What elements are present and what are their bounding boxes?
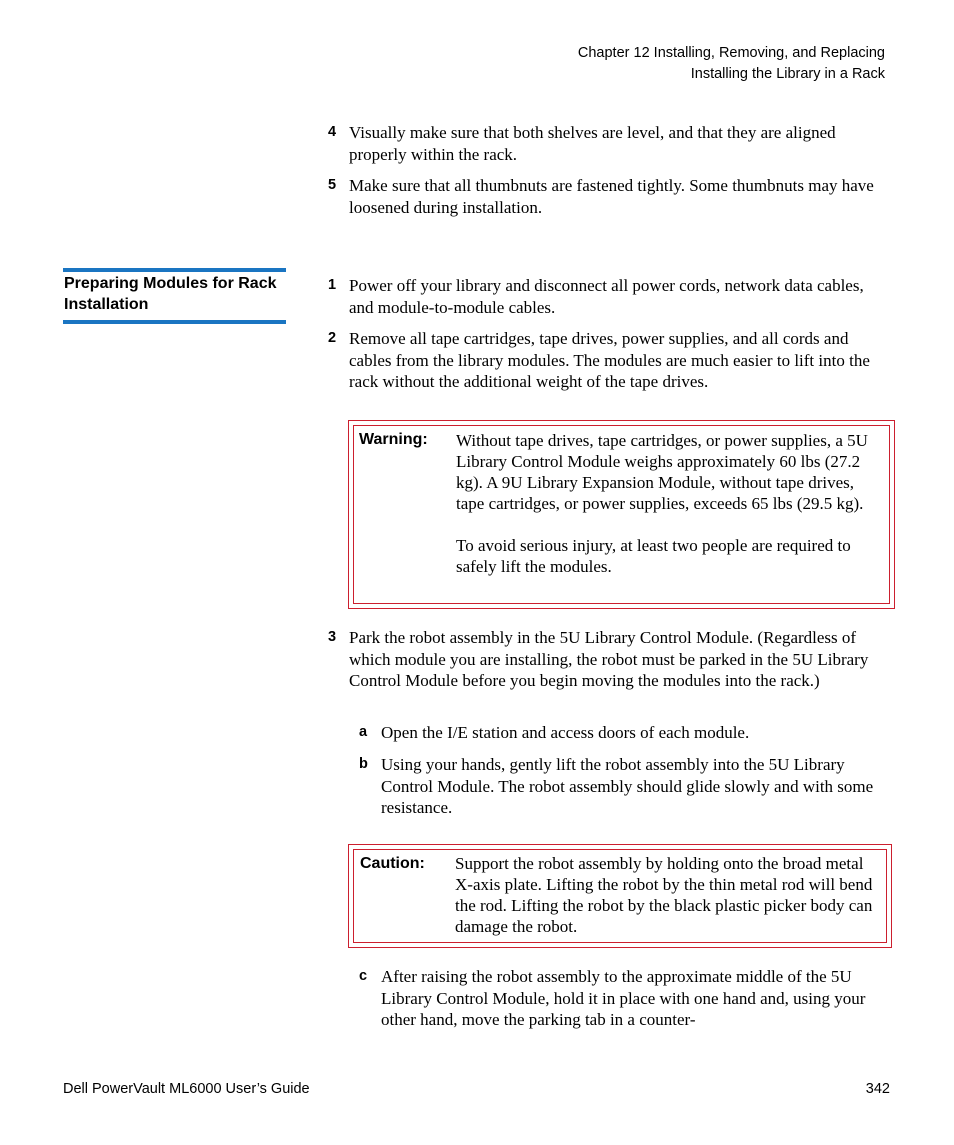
step-text: Make sure that all thumbnuts are fastened tightly. Some thumbnuts may have loosened during installation. bbox=[349, 176, 874, 217]
substep-letter: a bbox=[359, 724, 368, 740]
substep-text: Using your hands, gently lift the robot assembly into the 5U Library Control Module. The robot assembly should glide slowly and with some resistance. bbox=[381, 755, 874, 817]
substep-a bbox=[359, 722, 890, 744]
substep-letter: c bbox=[359, 968, 368, 984]
warning-text bbox=[456, 430, 886, 577]
caution-text: Support the robot assembly by holding onto the broad metal X-axis plate. Lifting the robot by the thin metal rod will bend the rod. Lifting the robot by the black plastic picker body can damage the robot. bbox=[455, 854, 873, 936]
substep-letter: b bbox=[359, 756, 368, 772]
substep-b bbox=[359, 754, 890, 819]
header-section: Installing the Library in a Rack bbox=[690, 66, 885, 82]
step-text: Park the robot assembly in the 5U Library Control Module. (Regardless of which module you are installing, the robot must be parked in the 5U Library Control Module before you begin moving the modules into the rack.) bbox=[349, 628, 869, 690]
footer-title: Dell PowerVault ML6000 User’s Guide bbox=[63, 1081, 310, 1097]
step-1 bbox=[328, 275, 890, 318]
warning-paragraph: To avoid serious injury, at least two people are required to safely lift the modules. bbox=[456, 536, 851, 576]
step-number: 2 bbox=[328, 330, 337, 346]
running-header bbox=[578, 43, 885, 85]
step-number: 3 bbox=[328, 629, 337, 645]
warning-paragraph: Without tape drives, tape cartridges, or power supplies, a 5U Library Control Module weighs approximately 60 lbs (27.2 kg). A 9U Library Expansion Module, without tape drives, tape cartridges, or power supplies, exceeds 65 lbs (29.5 kg). bbox=[456, 431, 868, 513]
section-title: Preparing Modules for Rack Installation bbox=[64, 275, 277, 313]
warning-box bbox=[348, 420, 895, 609]
step-number: 4 bbox=[328, 124, 337, 140]
header-chapter: Chapter 12 Installing, Removing, and Replacing bbox=[577, 45, 885, 61]
page-number: 342 bbox=[865, 1081, 890, 1097]
step-text: Remove all tape cartridges, tape drives, power supplies, and all cords and cables from the library modules. The modules are much easier to lift into the rack without the additional weight of the tape drives. bbox=[349, 329, 870, 391]
substep-text: After raising the robot assembly to the approximate middle of the 5U Library Control Module, hold it in place with one hand and, using your other hand, move the parking tab in a counter- bbox=[381, 967, 866, 1029]
caution-box bbox=[348, 844, 892, 948]
substep-c bbox=[359, 966, 890, 1031]
step-2 bbox=[328, 328, 890, 393]
step-text: Power off your library and disconnect all power cords, network data cables, and module-to-module cables. bbox=[349, 276, 864, 317]
step-number: 5 bbox=[328, 177, 337, 193]
substep-text: Open the I/E station and access doors of each module. bbox=[381, 723, 750, 742]
step-text: Visually make sure that both shelves are level, and that they are aligned properly within the rack. bbox=[349, 123, 836, 164]
step-5 bbox=[328, 175, 890, 218]
step-4 bbox=[328, 122, 890, 165]
warning-label: Warning: bbox=[359, 431, 428, 448]
caution-label: Caution: bbox=[360, 855, 425, 872]
step-3 bbox=[328, 627, 890, 692]
step-number: 1 bbox=[328, 277, 337, 293]
